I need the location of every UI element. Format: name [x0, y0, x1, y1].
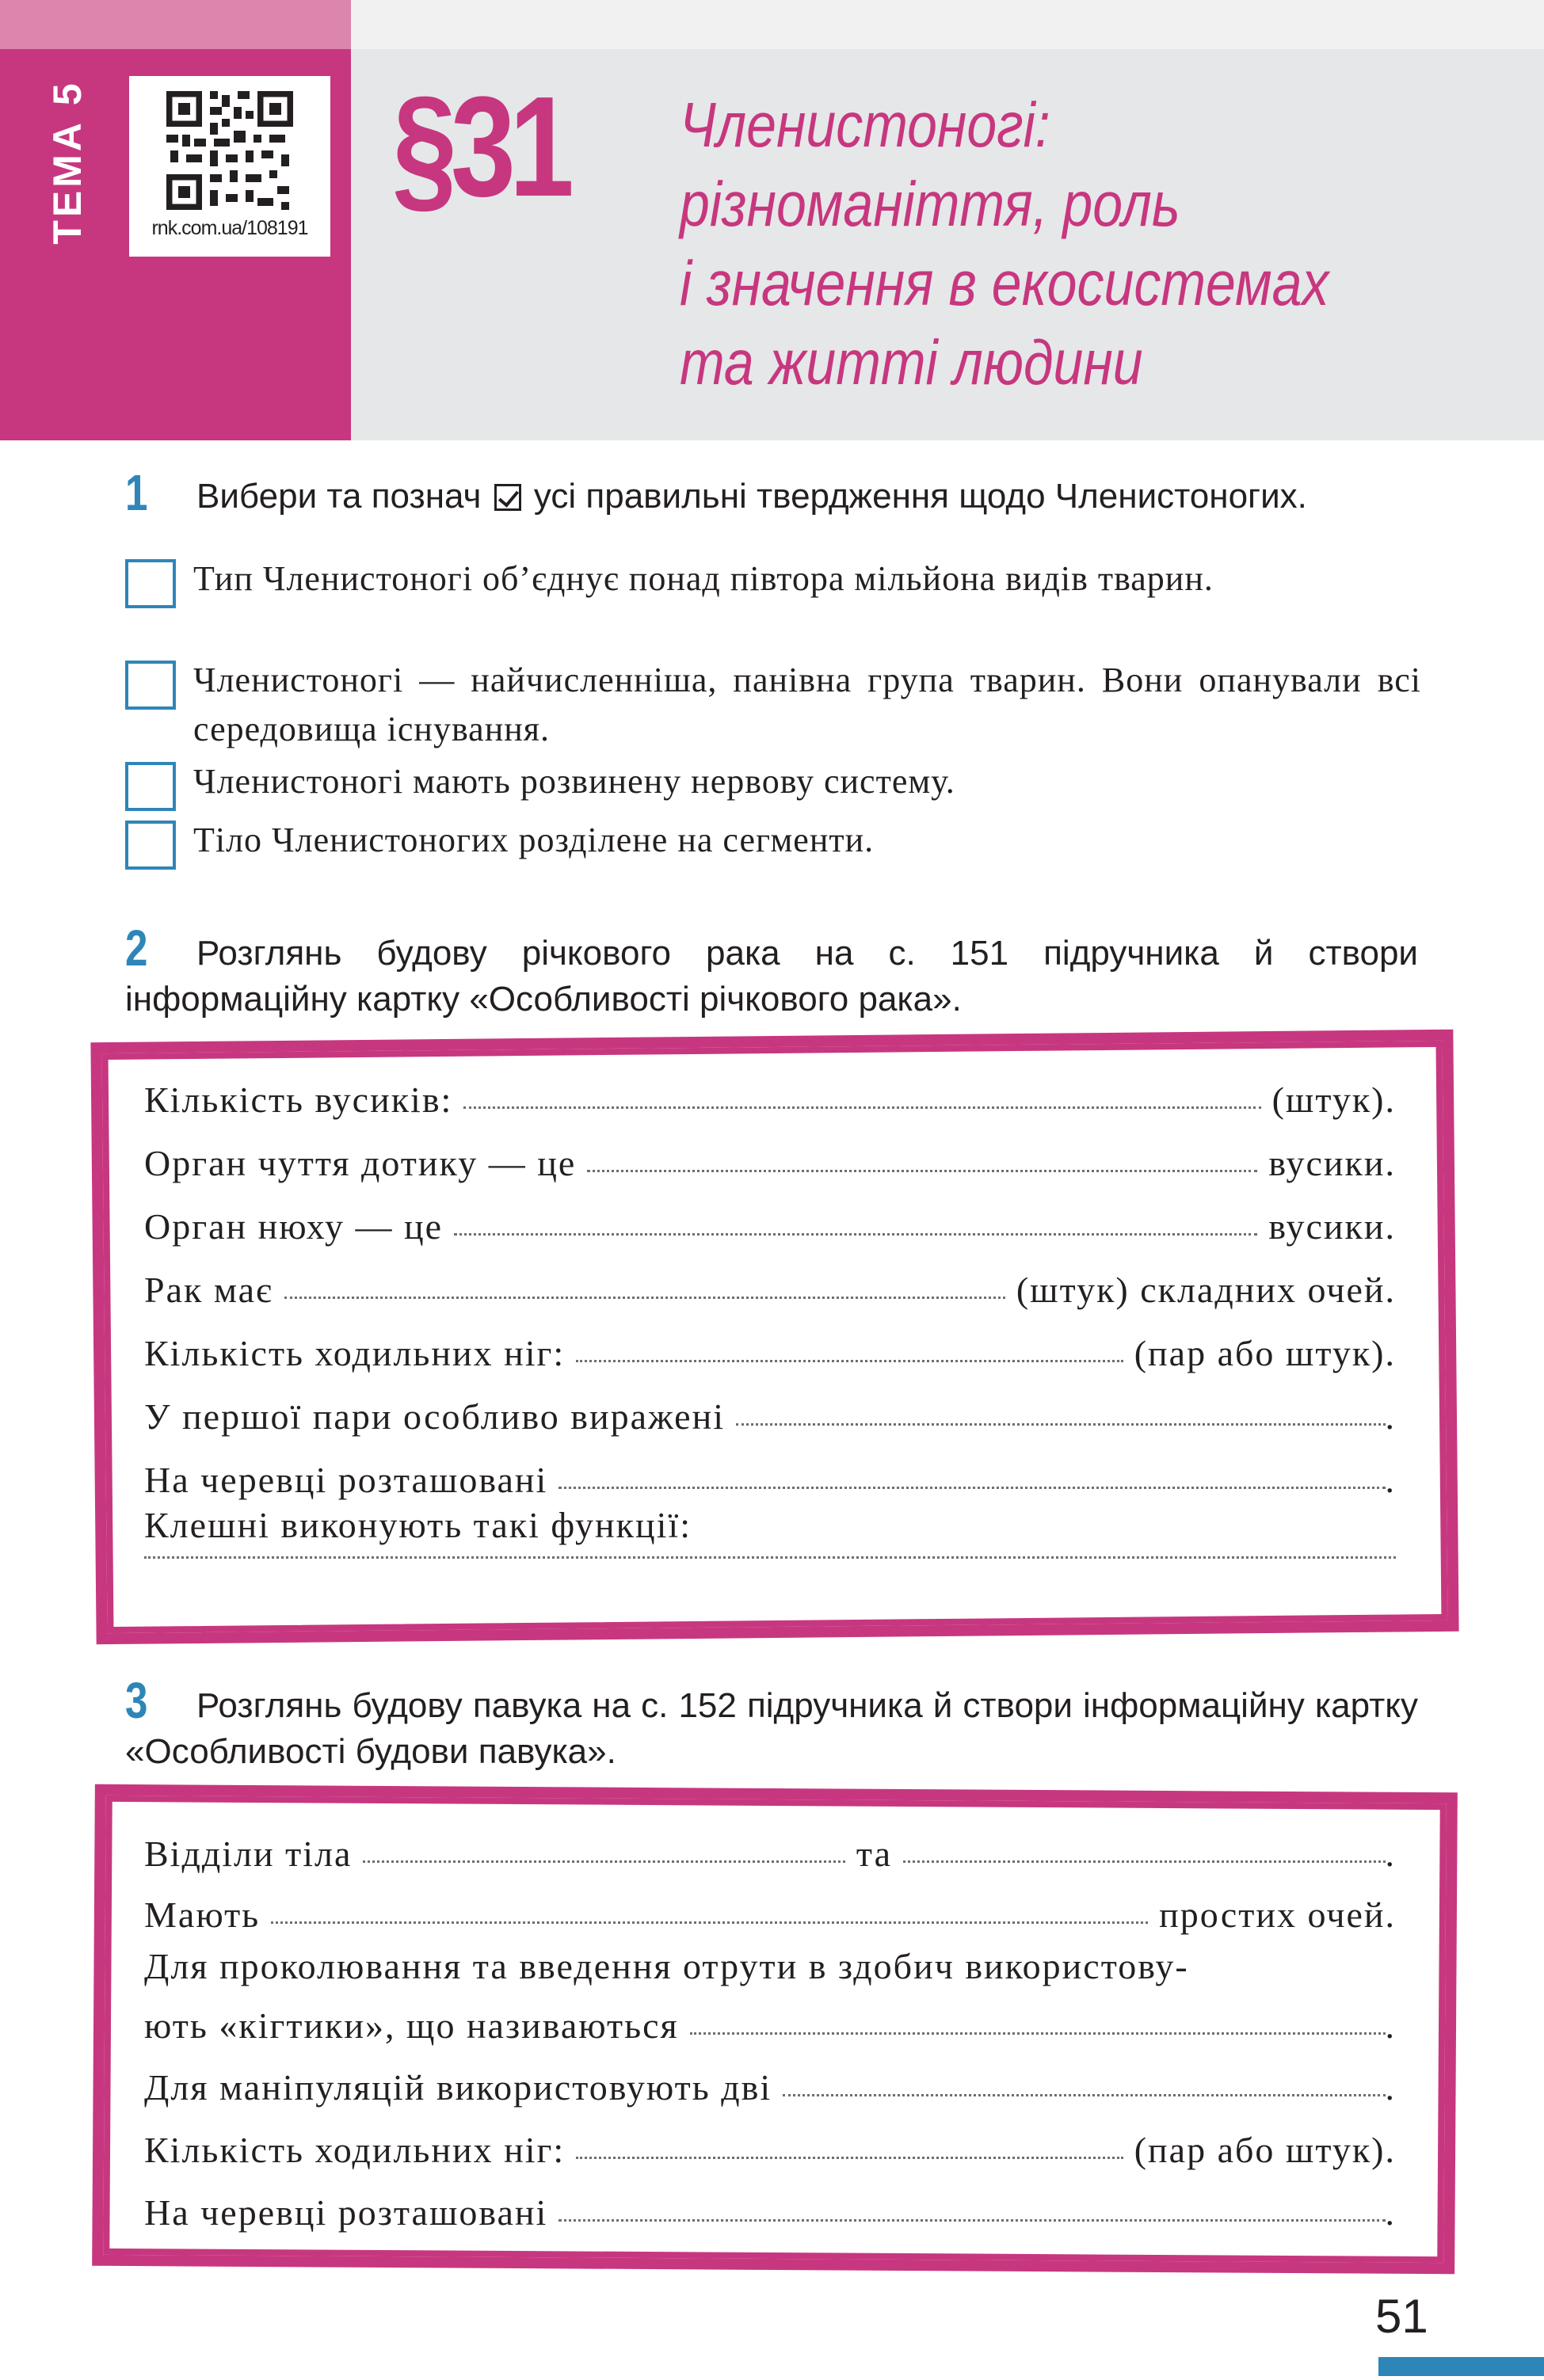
- option-checkbox[interactable]: [125, 661, 176, 710]
- task-instruction: Розглянь будову павука на с. 152 підручника й створи інформаційну картку «Особливості будови павука».: [125, 1686, 1418, 1771]
- fill-in-line[interactable]: [690, 2032, 1386, 2035]
- fill-in-line[interactable]: [576, 2156, 1123, 2159]
- option-text: Тип Членистоногі об’єднує понад півтора мільйона видів тварин.: [193, 559, 1214, 598]
- fill-in-line[interactable]: [559, 1486, 1385, 1489]
- fill-in-line[interactable]: [463, 1106, 1260, 1109]
- card-row: Кількість вусиків: (штук).: [144, 1080, 1396, 1120]
- card-row: [144, 1559, 1396, 1608]
- fill-in-line[interactable]: [576, 1359, 1123, 1362]
- fill-in-line[interactable]: [736, 1422, 1386, 1426]
- theme-label: ТЕМА 5: [45, 80, 90, 245]
- task-number: 3: [125, 1672, 148, 1729]
- fill-in-line[interactable]: [783, 2093, 1385, 2096]
- card-row: Для проколювання та введення отрути в здобич використову-: [144, 1946, 1189, 1986]
- card-row: Орган чуття дотику — це вусики.: [144, 1143, 1396, 1183]
- option-text: Членистоногі мають розвинену нервову систему.: [193, 762, 955, 801]
- option-checkbox[interactable]: [125, 762, 176, 811]
- title-line: Членистоногі:: [680, 89, 1050, 160]
- card-row: Орган нюху — це вусики.: [144, 1206, 1396, 1247]
- qr-card[interactable]: [129, 76, 330, 257]
- task-number: 1: [125, 464, 148, 521]
- checked-box-icon: [494, 484, 521, 511]
- fill-in-line[interactable]: [284, 1296, 1005, 1299]
- card-row: Кількість ходильних ніг: (пар або штук).: [144, 2130, 1396, 2170]
- page-number: 51: [1375, 2290, 1428, 2343]
- header-accent-strip: [0, 0, 351, 49]
- task-number: 2: [125, 920, 148, 977]
- card-row: У першої пари особливо виражені .: [144, 1396, 1396, 1437]
- fill-in-line[interactable]: [144, 1556, 1396, 1559]
- card-row: Мають простих очей.: [144, 1894, 1396, 1935]
- option-text: Членистоногі — найчисленніша, панівна група тварин. Вони опанували всі середовища існування.: [193, 661, 1421, 748]
- option-text: Тіло Членистоногих розділене на сегменти.: [193, 821, 875, 859]
- header-top-strip: [351, 0, 1544, 49]
- card-row: Рак має (штук) складних очей.: [144, 1270, 1396, 1310]
- card-row: Відділи тіла та .: [144, 1834, 1397, 1874]
- title-line: та житті людини: [680, 327, 1143, 398]
- card-row: На черевці розташовані .: [144, 2192, 1396, 2233]
- task-instruction: Розглянь будову річкового рака на с. 151 підручника й створи інформаційну картку «Особливості річкового рака».: [125, 934, 1418, 1019]
- fill-in-line[interactable]: [559, 2218, 1385, 2222]
- qr-url[interactable]: rnk.com.ua/108191: [151, 217, 308, 239]
- option-checkbox[interactable]: [125, 559, 176, 608]
- paragraph-number: §31: [392, 67, 568, 227]
- title-line: і значення в екосистемах: [680, 248, 1329, 318]
- card-row: ють «кігтики», що називаються .: [144, 2005, 1396, 2046]
- fill-in-line[interactable]: [587, 1169, 1257, 1172]
- card-row: Клешні виконують такі функції:: [144, 1505, 692, 1545]
- card-row: Кількість ходильних ніг: (пар або штук).: [144, 1333, 1396, 1373]
- card-row: Для маніпуляцій використовують дві .: [144, 2067, 1396, 2108]
- fill-in-line[interactable]: [363, 1860, 845, 1863]
- option-checkbox[interactable]: [125, 821, 176, 870]
- fill-in-line[interactable]: [271, 1921, 1148, 1924]
- qr-code-icon: [162, 87, 297, 214]
- page-number-bar: [1378, 2357, 1544, 2376]
- title-line: різноманіття, роль: [680, 169, 1180, 239]
- task-instruction: Вибери та познач усі правильні твердження щодо Членистоногих.: [196, 477, 1307, 516]
- card-row: На черевці розташовані .: [144, 1460, 1396, 1500]
- fill-in-line[interactable]: [903, 1860, 1386, 1863]
- page-title: [680, 86, 1393, 402]
- fill-in-line[interactable]: [454, 1232, 1257, 1236]
